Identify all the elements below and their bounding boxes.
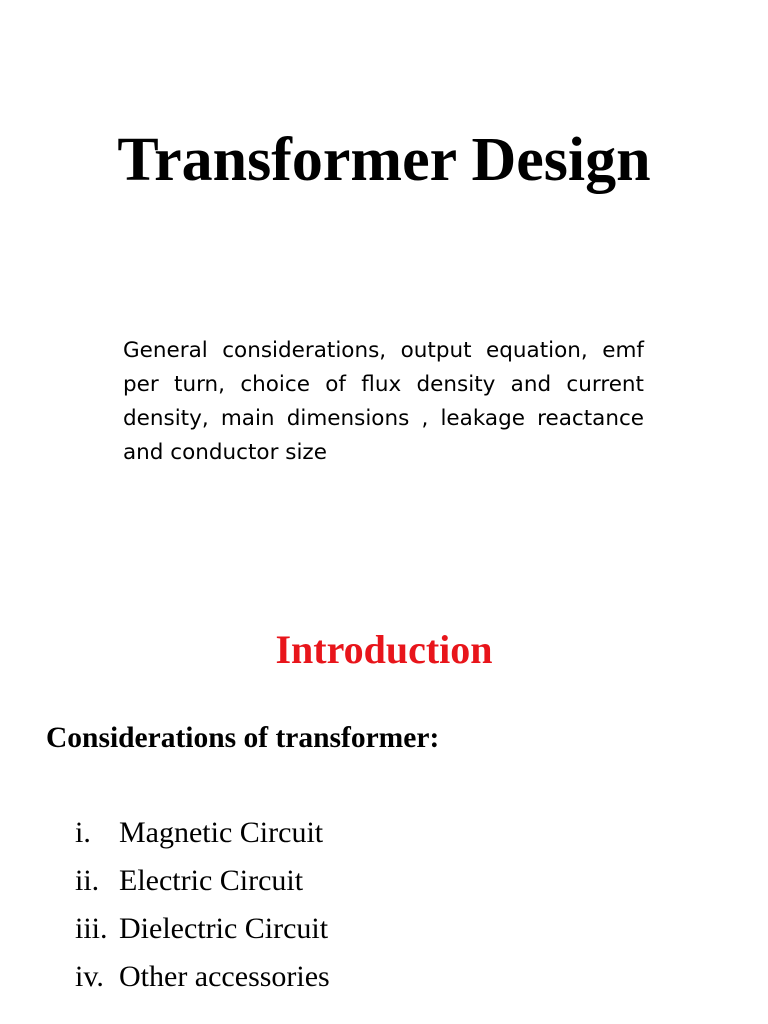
list-marker: ii. bbox=[75, 864, 100, 897]
section-heading-introduction: Introduction bbox=[275, 627, 493, 672]
list-marker: iii. bbox=[75, 912, 108, 945]
list-item bbox=[75, 809, 330, 857]
document-title: Transformer Design bbox=[117, 126, 651, 194]
list-item bbox=[75, 857, 330, 905]
list-item-text: Other accessories bbox=[119, 960, 330, 993]
summary-paragraph: General considerations, output equation, emf per turn, choice of flux density and current density, main dimensions , leakage reactance and conductor size bbox=[123, 338, 644, 465]
list-item-text: Dielectric Circuit bbox=[119, 912, 329, 945]
list-marker: i. bbox=[75, 816, 91, 849]
considerations-heading: Considerations of transformer: bbox=[46, 722, 440, 754]
list-item bbox=[75, 905, 330, 953]
considerations-list bbox=[75, 809, 330, 1001]
list-item bbox=[75, 953, 330, 1001]
list-item-text: Electric Circuit bbox=[119, 864, 304, 897]
list-marker: iv. bbox=[75, 960, 104, 993]
list-item-text: Magnetic Circuit bbox=[119, 816, 324, 849]
